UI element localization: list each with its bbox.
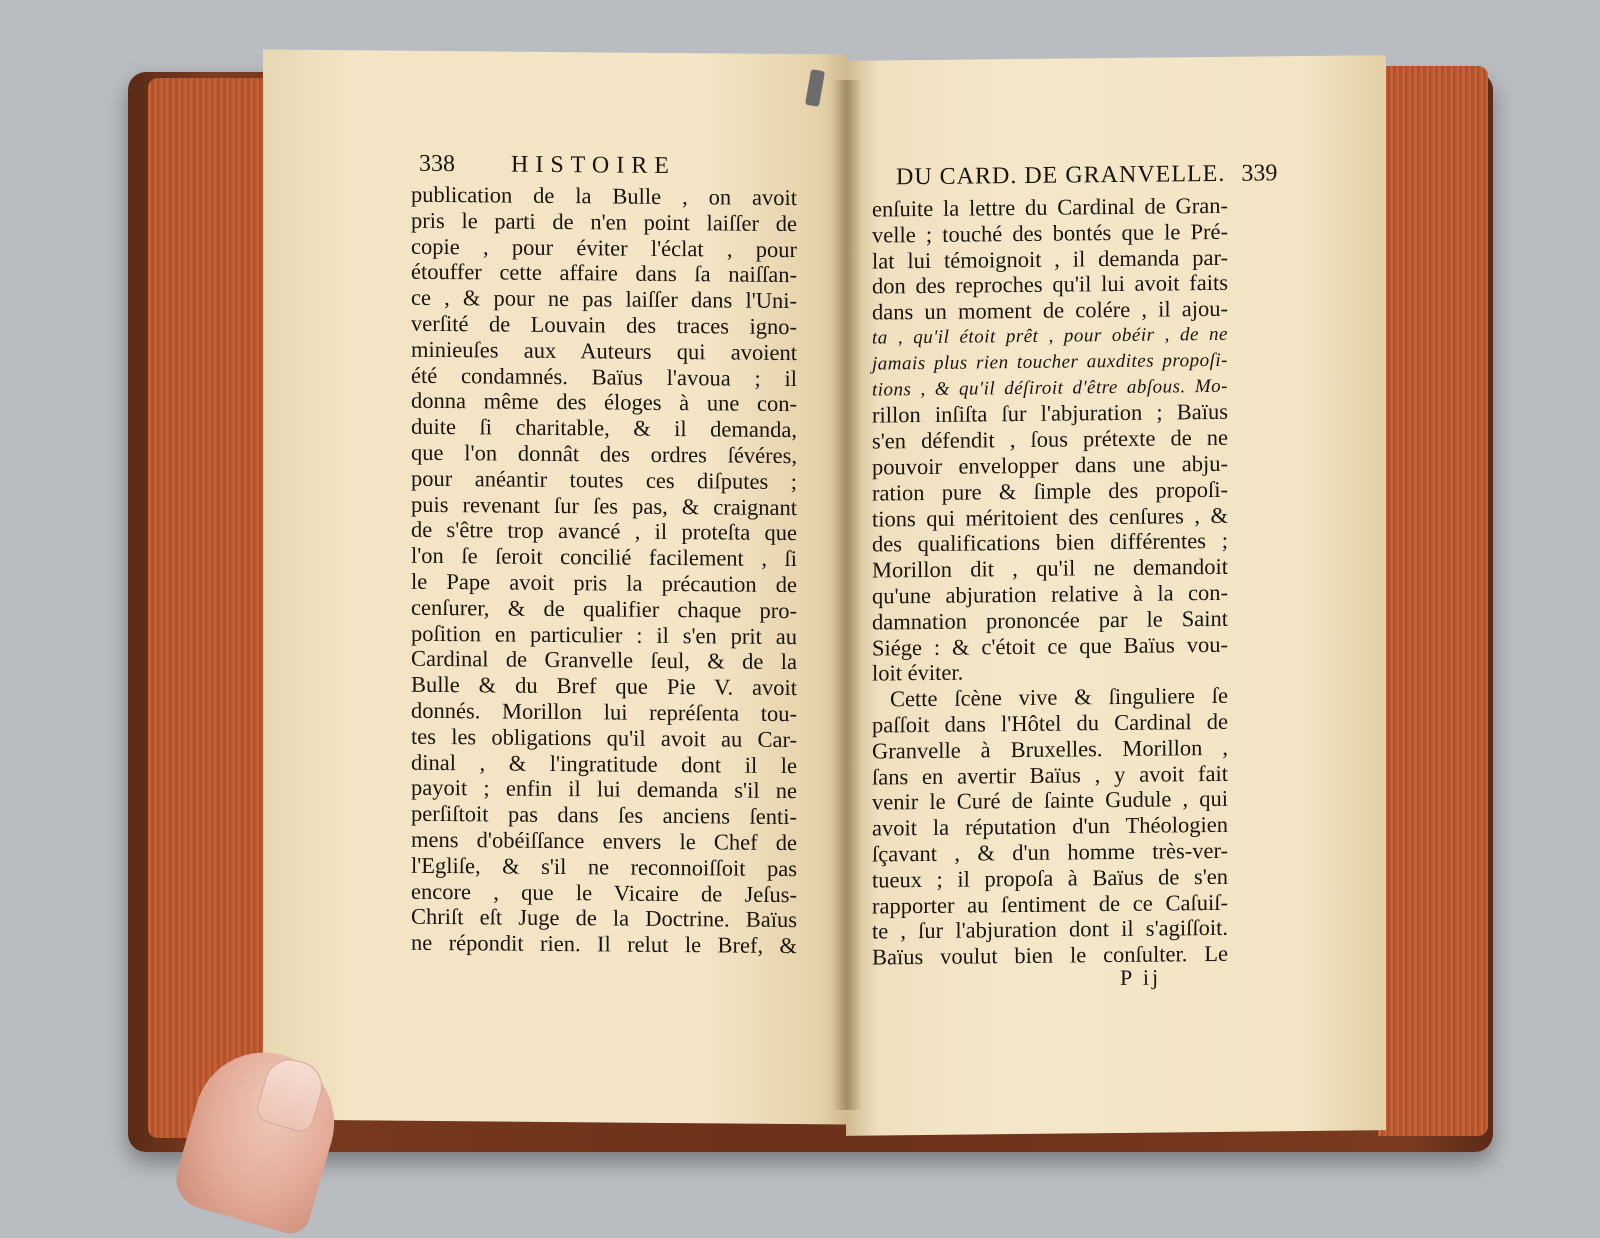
text-line: Granvelle à Bruxelles. Morillon , xyxy=(872,734,1228,764)
text-line: don des reproches qu'il lui avoit faits xyxy=(872,270,1228,299)
text-line: loit éviter. xyxy=(872,659,964,686)
left-page-number: 338 xyxy=(419,150,455,178)
text-line: l'Egliſe, & s'il ne reconnoiſſoit pas xyxy=(411,852,797,881)
text-line: copie , pour éviter l'éclat , pour xyxy=(411,233,797,262)
right-running-title: DU CARD. DE GRANVELLE. xyxy=(896,160,1226,191)
text-line: te , ſur l'abjuration dont il s'agiſſoit. xyxy=(872,915,1228,944)
text-line: dinal , & l'ingratitude dont il le xyxy=(411,749,797,778)
text-line: Cette ſcène vive & ſinguliere ſe xyxy=(890,682,1228,712)
text-line: s'en défendit , ſous prétexte de ne xyxy=(872,424,1228,454)
text-line: l'on ſe ſeroit concilié facilement , ſi xyxy=(411,542,797,572)
left-page-text xyxy=(411,182,797,959)
text-line: de s'être trop avancé , il proteſta que xyxy=(411,517,797,546)
text-line: Cardinal de Granvelle ſeul, & de la xyxy=(411,646,797,675)
text-line: donnés. Morillon lui repréſenta tou- xyxy=(411,697,797,727)
signature-mark: P ij xyxy=(1120,964,1162,990)
right-page-text xyxy=(872,193,1228,971)
text-line: qu'une abjuration relative à la con- xyxy=(872,579,1228,609)
text-line: lat lui témoignoit , il demanda par- xyxy=(872,244,1228,274)
italic-text-line: jamais plus rien toucher auxdites propoſi- xyxy=(872,349,1228,375)
text-line: pour anéantir toutes ces diſputes ; xyxy=(411,465,797,494)
text-line: étouffer cette affaire dans ſa naiſſan- xyxy=(411,259,797,288)
text-line: tueux ; il propoſa à Baïus de s'en xyxy=(872,863,1228,893)
text-line: ration pure & ſimple des propoſi- xyxy=(872,476,1228,506)
text-line: avoit la réputation d'un Théologien xyxy=(872,811,1228,841)
text-line: Chriſt eſt Juge de la Doctrine. Baïus xyxy=(411,904,797,933)
right-page-header xyxy=(896,160,1277,191)
text-line: rapporter au ſentiment de ce Caſuiſ- xyxy=(872,889,1228,919)
page-edges-right xyxy=(1378,66,1488,1136)
text-line: paſſoit dans l'Hôtel du Cardinal de xyxy=(872,708,1228,738)
text-line: des qualifications bien différentes ; xyxy=(872,528,1228,557)
right-page xyxy=(846,55,1386,1136)
right-page-number: 339 xyxy=(1241,160,1278,187)
text-line: été condamnés. Baïus l'avoua ; il xyxy=(411,362,797,391)
text-line: poſition en particulier : il s'en prit au xyxy=(411,620,797,649)
text-line: puis revenant ſur ſes pas, & craignant xyxy=(411,491,797,520)
text-line: velle ; touché des bontés que le Pré- xyxy=(872,218,1228,248)
text-line: minieuſes aux Auteurs qui avoient xyxy=(411,336,797,365)
text-line: Siége : & c'étoit ce que Baïus vou- xyxy=(872,631,1228,661)
text-line: ne répondit rien. Il relut le Bref, & xyxy=(411,929,797,959)
text-line: ſans en avertir Baïus , y avoit fait xyxy=(872,760,1228,790)
text-line: payoit ; enfin il lui demanda s'il ne xyxy=(411,775,797,804)
text-line: Morillon dit , qu'il ne demandoit xyxy=(872,553,1228,583)
page-edges-left xyxy=(148,78,263,1138)
left-running-title: HISTOIRE xyxy=(511,151,676,180)
italic-text-line: tions , & qu'il déſiroit d'être abſous. Mo- xyxy=(872,375,1228,401)
italic-text-line: ta , qu'il étoit prêt , pour obéir , de ne xyxy=(872,323,1228,349)
text-line: rillon inſiſta ſur l'abjuration ; Baïus xyxy=(872,399,1228,428)
text-line: tes les obligations qu'il avoit au Car- xyxy=(411,723,797,752)
text-line: Bulle & du Bref que Pie V. avoit xyxy=(411,671,797,701)
text-line: publication de la Bulle , on avoit xyxy=(411,181,797,211)
text-line: donna même des éloges à une con- xyxy=(411,388,797,417)
text-line: venir le Curé de ſainte Gudule , qui xyxy=(872,786,1228,815)
text-line: que l'on donnât des ordres ſévéres, xyxy=(411,439,797,469)
text-line: mens d'obéiſſance envers le Chef de xyxy=(411,826,797,856)
text-line: ce , & pour ne pas laiſſer dans l'Uni- xyxy=(411,284,797,314)
text-line: encore , que le Vicaire de Jeſus- xyxy=(411,878,797,907)
text-line: dans un moment de colére , il ajou- xyxy=(872,296,1228,325)
text-line: pris le parti de n'en point laiſſer de xyxy=(411,207,797,236)
left-page-header xyxy=(419,151,676,180)
text-line: duite ſi charitable, & il demanda, xyxy=(411,413,797,443)
text-line: pouvoir envelopper dans une abju- xyxy=(872,450,1228,480)
text-line: damnation prononcée par le Saint xyxy=(872,605,1228,635)
left-page xyxy=(263,49,848,1124)
text-line: cenſurer, & de qualifier chaque pro- xyxy=(411,594,797,623)
text-line: Baïus voulut bien le conſulter. Le xyxy=(872,940,1228,970)
text-line: enſuite la lettre du Cardinal de Gran- xyxy=(872,192,1228,222)
book-gutter xyxy=(832,80,862,1110)
text-line: perſiſtoit pas dans ſes anciens ſenti- xyxy=(411,800,797,830)
text-line: verſité de Louvain des traces igno- xyxy=(411,310,797,340)
text-line: le Pape avoit pris la précaution de xyxy=(411,568,797,598)
text-line: ſçavant , & d'un homme très-ver- xyxy=(872,837,1228,867)
text-line: tions qui méritoient des cenſures , & xyxy=(872,502,1228,532)
